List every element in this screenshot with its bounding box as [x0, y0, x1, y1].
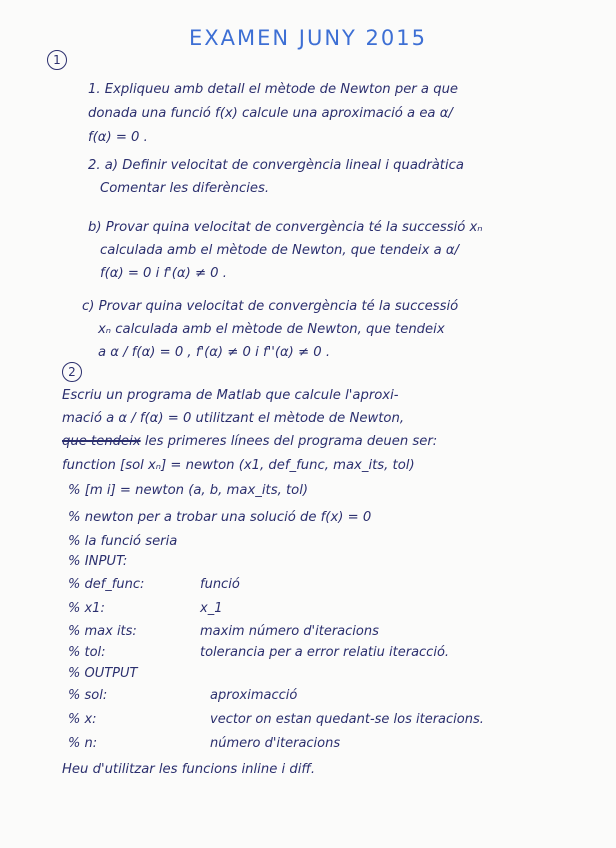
- code-line-1: function [sol xₙ] = newton (x1, def_func, max_its, tol): [62, 458, 415, 473]
- param-maxits-key: % max its:: [68, 624, 137, 639]
- output-n-key: % n:: [68, 736, 98, 751]
- code-line-4: % la funció seria: [68, 534, 178, 549]
- code-line-3: % newton per a trobar una solució de f(x) = 0: [68, 510, 372, 525]
- param-def-func-value: funció: [200, 577, 240, 592]
- output-x-key: % x:: [68, 712, 97, 727]
- code-line-5: % INPUT:: [68, 554, 128, 569]
- q1-line-3: f(α) = 0 .: [88, 130, 148, 145]
- section-1-number: 1: [47, 50, 67, 70]
- s2-intro-line-3: [62, 434, 437, 449]
- param-x1-key: % x1:: [68, 601, 105, 616]
- section-2-number: 2: [62, 362, 82, 382]
- q2c-line-3: a α / f(α) = 0 , f'(α) ≠ 0 i f''(α) ≠ 0 .: [98, 345, 331, 360]
- q2c-line-2: xₙ calculada amb el mètode de Newton, que tendeix: [98, 322, 445, 337]
- param-def-func-key: % def_func:: [68, 577, 145, 592]
- output-sol-value: aproximacció: [210, 688, 298, 703]
- q1-line-2: donada una funció f(x) calcule una aproximació a ea α/: [88, 106, 453, 121]
- struck-text: que tendeix: [62, 434, 141, 449]
- q2b-line-2: calculada amb el mètode de Newton, que tendeix a α/: [100, 243, 459, 258]
- footer-note: Heu d'utilitzar les funcions inline i diff.: [62, 762, 316, 777]
- output-label: % OUTPUT: [68, 666, 138, 681]
- param-tol-key: % tol:: [68, 645, 106, 660]
- page-title: EXAMEN JUNY 2015: [188, 26, 427, 50]
- param-tol-value: tolerancia per a error relatiu iteracció.: [200, 645, 450, 660]
- code-line-2: % [m i] = newton (a, b, max_its, tol): [68, 483, 309, 498]
- output-n-value: número d'iteracions: [210, 736, 341, 751]
- output-x-value: vector on estan quedant-se los iteracions.: [210, 712, 484, 727]
- q2a-line-1: 2. a) Definir velocitat de convergència lineal i quadràtica: [88, 158, 464, 173]
- s2-intro-line-3-rest: les primeres línees del programa deuen ser:: [144, 434, 438, 449]
- q1-line-1: 1. Expliqueu amb detall el mètode de Newton per a que: [88, 82, 459, 97]
- q2c-line-1: c) Provar quina velocitat de convergència té la successió: [82, 299, 459, 314]
- q2b-line-3: f(α) = 0 i f'(α) ≠ 0 .: [100, 266, 227, 281]
- param-x1-value: x_1: [200, 601, 223, 616]
- param-maxits-value: maxim número d'iteracions: [200, 624, 379, 639]
- output-sol-key: % sol:: [68, 688, 108, 703]
- q2a-line-2: Comentar les diferències.: [100, 181, 270, 196]
- s2-intro-line-2: mació a α / f(α) = 0 utilitzant el mètode de Newton,: [62, 411, 405, 426]
- q2b-line-1: b) Provar quina velocitat de convergència té la successió xₙ: [88, 220, 483, 235]
- s2-intro-line-1: Escriu un programa de Matlab que calcule l'aproxi-: [62, 388, 399, 403]
